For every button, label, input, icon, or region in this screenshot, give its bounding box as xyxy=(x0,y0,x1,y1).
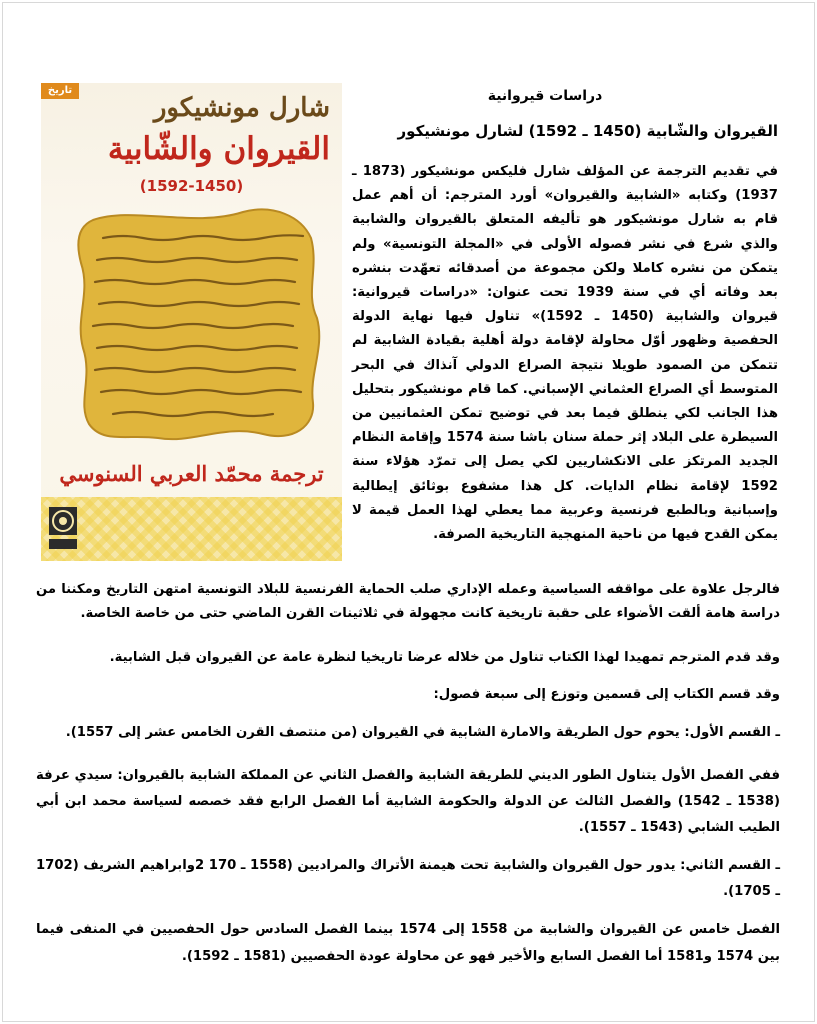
paragraph-chapters-one-four: ففي الفصل الأول يتناول الطور الديني للطريقة الشابية والفصل الثاني عن المملكة الشابية بالقيروان: سيدي عرفة (1538 ـ 1542) والفصل الثالث عن الدولة والحكومة الشابية أما الفصل الرابع فقد خصصه لسياسة محمد ابن أبي الطيب الشابي (1543 ـ 1557). xyxy=(36,768,780,835)
cover-dates: (1592-1450) xyxy=(139,177,244,195)
manuscript-image xyxy=(73,198,323,448)
intro-paragraph: في تقديم الترجمة عن المؤلف شارل فليكس مونشيكور (1873 ـ 1937) وكتابه «الشابية والقيروان» أورد المترجم: أن أهم عمل قام به شارل مونشيكور هو تأليفه المتعلق بالقيروان والشابية والذي شرع في نشر فصوله الأولى في «المجلة التونسية» ولم يتمكن من نشره كاملا ولكن مجموعة من أصدقائه تعهّدت بنشره بعد وفاته أي في سنة 1939 تحت عنوان: «دراسات قيروانية: قيروان والشابية (1450 ـ 1592)» تناول فيها نهاية الدولة الحفصية وظهور أوّل محاولة لإقامة دولة أهلية بقيادة الشابية لم تتمكن من الصمود طويلا نتيجة الصراع الدولي آنذاك في البحر المتوسط أي الصراع العثماني الإسباني. كما قام مونشيكور بتحليل هذا الجانب لكي ينطلق فيما بعد في توضيح تمكن العثمانيين من السيطرة على البلاد إثر حملة سنان باشا سنة 1574 وإقامة النظام الجديد المرتكز على الانكشاريين لكي يصل إلى تمرّد هؤلاء سنة 1592 لإقامة نظام الدايات. كل هذا مشفوع بوثائق إيطالية وإسبانية وبالطبع فرنسية وعربية مما يعطي لهذا العمل قيمة لا يمكن القدح فيها من ناحية المنهجية التاريخية الصرفة. xyxy=(352,164,779,543)
paragraph-book-structure: وقد قسم الكتاب إلى قسمين وتوزع إلى سبعة فصول: xyxy=(433,687,780,702)
paragraph-chapters-five-seven: الفصل خامس عن القيروان والشابية من 1558 إلى 1574 بينما الفصل السادس حول الحفصيين في المنفى فيما بين 1574 و1581 أما الفصل السابع والأخير فهو عن محاولة عودة الحفصيين (1581 ـ 1592). xyxy=(36,922,781,964)
cover-category-tag: تاريخ xyxy=(41,83,79,99)
paragraph-part-two: ـ القسم الثاني: يدور حول القيروان والشابية تحت هيمنة الأتراك والمراديين (1558 ـ 170 2وابراهيم الشريف (1702 ـ 1705). xyxy=(36,858,781,899)
paragraph-author-role: فالرجل علاوة على مواقفه السياسية وعمله الإداري صلب الحماية الفرنسية للبلاد التونسية امتهن التاريخ ومكننا من دراسة هامة ألقت الأضواء على حقبة تاريخية كانت مجهولة في ثلاثينات القرن الماضي حتى من خاصة الخاصة. xyxy=(36,582,780,621)
book-cover-image xyxy=(41,83,342,561)
book-title-line: القيروان والشّابية (1450 ـ 1592) لشارل مونشيكور xyxy=(397,122,778,140)
section-heading: دراسات قيروانية xyxy=(487,88,603,104)
publisher-logo xyxy=(47,497,79,555)
cover-author: شارل مونشيكور xyxy=(153,93,330,123)
cover-title: القيروان والشّابية xyxy=(107,131,330,167)
paragraph-part-one: ـ القسم الأول: يحوم حول الطريقة والامارة الشابية في القيروان (من منتصف القرن الخامس عشر إلى 1557). xyxy=(65,725,780,740)
cover-pattern xyxy=(41,497,342,561)
cover-translator: ترجمة محمّد العربي السنوسي xyxy=(59,461,324,486)
paragraph-translator-intro: وقد قدم المترجم تمهيدا لهذا الكتاب تناول من خلاله عرضا تاريخيا لنظرة عامة عن القيروان قبل الشابية. xyxy=(109,650,780,665)
